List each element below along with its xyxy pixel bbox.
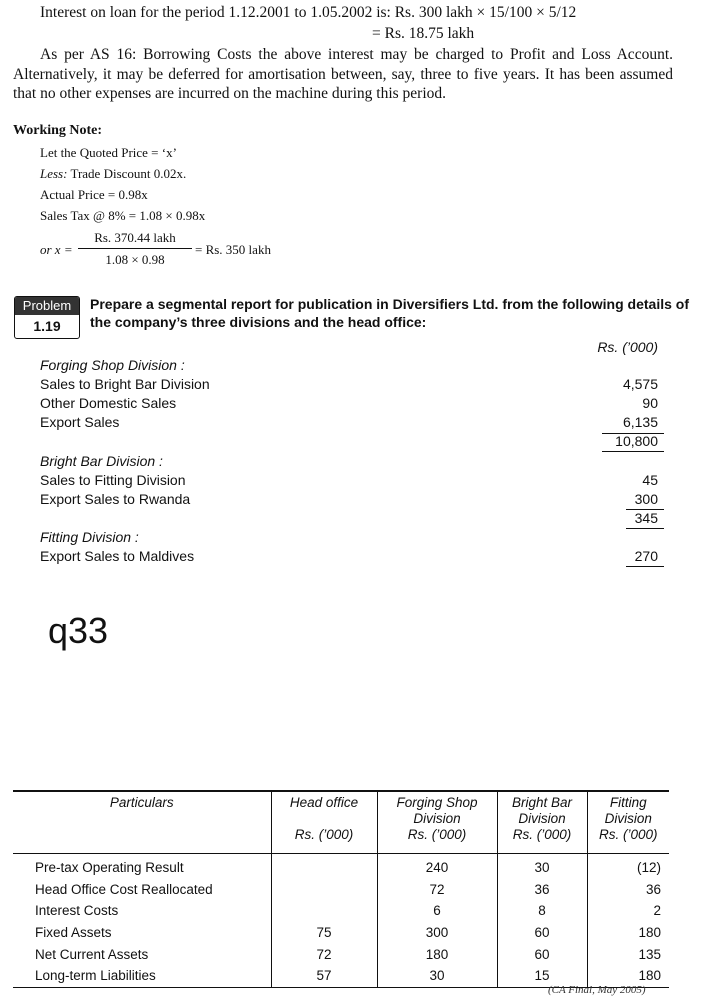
- cell-bright: 60: [497, 922, 587, 944]
- bright-total: 345: [634, 510, 658, 526]
- cell-forging: 6: [377, 900, 497, 922]
- cell-fitting: 180: [587, 922, 669, 944]
- cell-head-office: [271, 854, 377, 879]
- row-label: Head Office Cost Reallocated: [35, 881, 213, 897]
- cell-bright: 15: [497, 965, 587, 987]
- cell-fitting: 180: [587, 965, 669, 987]
- working-note-line-3: Actual Price = 0.98x: [40, 187, 148, 202]
- bright-heading: Bright Bar Division :: [40, 453, 163, 469]
- forging-item-label: Other Domestic Sales: [40, 395, 177, 411]
- less-label: Less:: [40, 166, 68, 181]
- working-note-line-2: [40, 166, 186, 182]
- fitting-heading: Fitting Division :: [40, 529, 139, 545]
- cell-head-office: [271, 900, 377, 922]
- fraction-result: = Rs. 350 lakh: [195, 242, 271, 257]
- working-note-line-4: Sales Tax @ 8% = 1.08 × 0.98x: [40, 208, 206, 223]
- bright-item-label: Sales to Fitting Division: [40, 472, 186, 488]
- interest-result-line: = Rs. 18.75 lakh: [372, 25, 475, 42]
- forging-item-value: 6,135: [622, 414, 658, 430]
- row-label: Fixed Assets: [35, 925, 112, 941]
- fraction-denominator: 1.08 × 0.98: [105, 252, 165, 267]
- cell-bright: 30: [497, 854, 587, 879]
- or-x-label: or x =: [40, 242, 73, 257]
- row-label: Interest Costs: [35, 903, 119, 919]
- as16-paragraph: As per AS 16: Borrowing Costs the above interest may be charged to Profit and Loss Account. Alternatively, it may be deferred for amortisation between, say, three to five years. It has been assumed that no other expenses are incurred on the machine during this period.: [13, 46, 673, 102]
- cell-forging: 180: [377, 943, 497, 965]
- cell-fitting: 2: [587, 900, 669, 922]
- col-header-head-office: Head office Rs. (’000): [271, 791, 377, 854]
- col-header-particulars: Particulars: [13, 791, 271, 854]
- cell-bright: 36: [497, 879, 587, 901]
- working-note-line-1: Let the Quoted Price = ‘x’: [40, 145, 177, 160]
- row-label: Net Current Assets: [35, 946, 149, 962]
- forging-total: 10,800: [615, 433, 658, 449]
- bright-item-value: 45: [642, 472, 658, 488]
- cell-forging: 72: [377, 879, 497, 901]
- bright-item-label: Export Sales to Rwanda: [40, 491, 191, 507]
- forging-item-value: 90: [642, 395, 658, 411]
- cell-head-office: 72: [271, 943, 377, 965]
- forging-item-label: Sales to Bright Bar Division: [40, 376, 210, 392]
- cell-head-office: 75: [271, 922, 377, 944]
- fitting-total-rule: [626, 566, 664, 567]
- cell-head-office: [271, 879, 377, 901]
- col-header-bright-bar: Bright Bar Division Rs. (’000): [497, 791, 587, 854]
- col-header-fitting: Fitting Division Rs. (’000): [587, 791, 669, 854]
- forging-item-label: Export Sales: [40, 414, 120, 430]
- problem-badge-label: Problem: [15, 297, 79, 315]
- question-marker: q33: [48, 610, 109, 651]
- cell-bright: 8: [497, 900, 587, 922]
- table-row: [13, 854, 669, 879]
- problem-statement: Prepare a segmental report for publication in Diversifiers Ltd. from the following details of the company’s three divisions and the head office:: [90, 296, 689, 330]
- bright-item-value: 300: [634, 491, 658, 507]
- cell-fitting: (12): [587, 854, 669, 879]
- forging-heading: Forging Shop Division :: [40, 357, 185, 373]
- cell-fitting: 36: [587, 879, 669, 901]
- forging-total-rule: [602, 451, 664, 452]
- cell-forging: 240: [377, 854, 497, 879]
- cell-forging: 300: [377, 922, 497, 944]
- unit-header: Rs. (’000): [597, 339, 658, 355]
- table-row: [13, 879, 669, 901]
- fitting-item-label: Export Sales to Maldives: [40, 548, 195, 564]
- cell-head-office: 57: [271, 965, 377, 987]
- table-header-row: [13, 791, 669, 854]
- fitting-item-value: 270: [634, 548, 658, 564]
- row-label: Pre-tax Operating Result: [35, 860, 184, 876]
- bright-total-rule: [626, 528, 664, 529]
- interest-calculation-line: Interest on loan for the period 1.12.2001 to 1.05.2002 is: Rs. 300 lakh × 15/100 × 5/12: [40, 4, 577, 21]
- cell-forging: 30: [377, 965, 497, 987]
- forging-item-value: 4,575: [622, 376, 658, 392]
- fraction: [78, 230, 192, 268]
- col-header-forging-shop: Forging Shop Division Rs. (’000): [377, 791, 497, 854]
- cell-bright: 60: [497, 943, 587, 965]
- problem-badge-number: 1.19: [33, 318, 61, 334]
- segment-table: [13, 790, 669, 988]
- table-row: [13, 922, 669, 944]
- row-label: Long-term Liabilities: [13, 965, 271, 987]
- table-row: [13, 900, 669, 922]
- trade-discount-text: Trade Discount 0.02x.: [67, 166, 187, 181]
- table-row: [13, 943, 669, 965]
- fraction-numerator: Rs. 370.44 lakh: [78, 230, 192, 249]
- source-citation: (CA Final, May 2005): [548, 984, 646, 996]
- cell-fitting: 135: [587, 943, 669, 965]
- problem-badge: [14, 296, 80, 339]
- working-note-title: Working Note:: [13, 123, 103, 138]
